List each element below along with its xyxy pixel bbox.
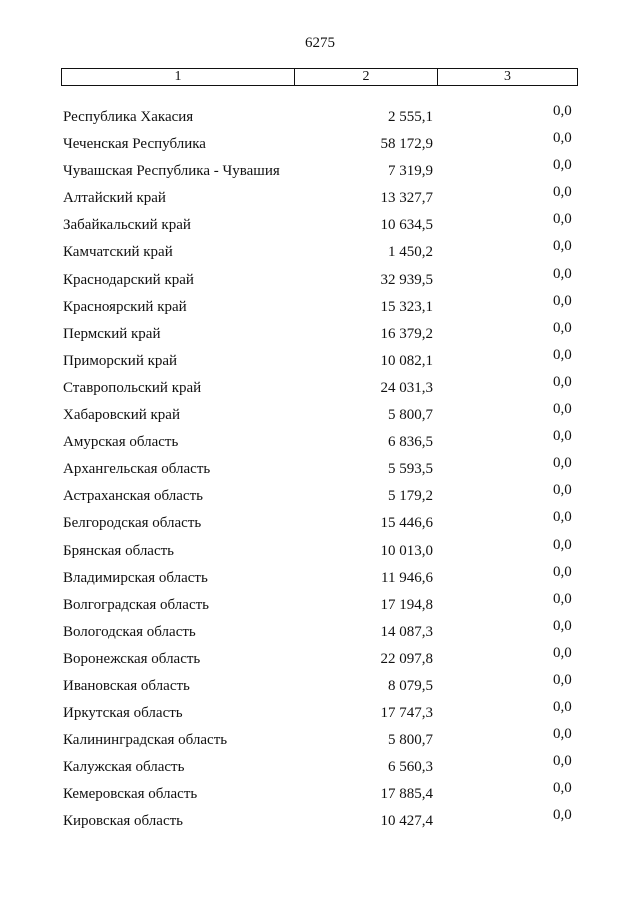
column-3-value: 0,0: [553, 590, 572, 607]
table-row: [0, 482, 640, 514]
region-table-body: [0, 103, 640, 840]
amount-value: 58 172,9: [380, 136, 433, 153]
amount-value: 8 079,5: [388, 677, 433, 694]
column-header-2: 2: [295, 69, 438, 85]
amount-value: 17 885,4: [380, 786, 433, 803]
table-row: [0, 238, 640, 270]
region-name: Белгородская область: [63, 515, 202, 532]
column-3-value: 0,0: [553, 319, 572, 336]
amount-value: 10 082,1: [380, 352, 433, 369]
amount-value: 15 446,6: [380, 515, 433, 532]
column-3-value: 0,0: [553, 211, 572, 228]
column-3-value: 0,0: [553, 482, 572, 499]
page-number: 6275: [305, 35, 335, 51]
region-name: Ставропольский край: [63, 379, 202, 396]
table-row: [0, 671, 640, 704]
region-name: Кемеровская область: [63, 786, 198, 803]
column-3-value: 0,0: [553, 563, 572, 580]
amount-value: 14 087,3: [380, 623, 433, 640]
table-row: [0, 211, 640, 243]
column-3-value: 0,0: [553, 699, 572, 716]
table-row: [0, 184, 640, 216]
amount-value: 24 031,3: [380, 379, 433, 396]
column-3-value: 0,0: [553, 238, 572, 255]
amount-value: 6 836,5: [388, 434, 433, 451]
table-row: [0, 157, 640, 189]
region-name: Хабаровский край: [63, 407, 180, 424]
amount-value: 10 013,0: [380, 542, 433, 559]
table-row: [0, 807, 640, 839]
table-row: [0, 319, 640, 352]
column-header-1: 1: [62, 69, 295, 85]
column-3-value: 0,0: [553, 671, 572, 688]
region-name: Республика Хакасия: [63, 109, 194, 125]
table-row: [0, 346, 640, 379]
amount-value: 11 946,6: [381, 569, 433, 586]
region-name: Чеченская Республика: [63, 136, 206, 153]
region-name: Воронежская область: [63, 650, 201, 667]
table-row: [0, 401, 640, 433]
region-name: Архангельская область: [63, 461, 211, 478]
column-3-value: 0,0: [553, 780, 572, 797]
amount-value: 5 593,5: [388, 461, 433, 478]
region-name: Ивановская область: [63, 677, 190, 694]
column-3-value: 0,0: [553, 292, 572, 309]
region-name: Чувашская Республика - Чувашия: [63, 163, 280, 180]
column-header-3: 3: [504, 69, 511, 84]
table-row: [0, 590, 640, 623]
column-3-value: 0,0: [553, 373, 572, 390]
amount-value: 16 379,2: [380, 325, 433, 342]
column-3-value: 0,0: [553, 509, 572, 526]
amount-value: 17 194,8: [380, 596, 433, 613]
table-row: [0, 292, 640, 325]
column-3-value: 0,0: [553, 753, 572, 770]
table-row: [0, 103, 640, 135]
amount-value: 6 560,3: [388, 759, 433, 776]
region-name: Брянская область: [63, 542, 175, 559]
region-name: Вологодская область: [63, 623, 196, 640]
region-name: Приморский край: [63, 352, 178, 369]
table-row: [0, 699, 640, 731]
column-header-table: [61, 68, 578, 86]
region-name: Алтайский край: [63, 190, 166, 207]
table-row: [0, 265, 640, 298]
table-row: [0, 780, 640, 812]
region-name: Калужская область: [63, 759, 185, 776]
amount-value: 7 319,9: [388, 163, 433, 180]
column-3-value: 0,0: [553, 184, 572, 201]
table-row: [0, 726, 640, 758]
column-3-value: 0,0: [553, 346, 572, 363]
table-row: [0, 130, 640, 162]
column-3-value: 0,0: [553, 401, 572, 418]
table-row: [0, 536, 640, 569]
region-name: Амурская область: [63, 434, 179, 451]
amount-value: 32 939,5: [380, 271, 433, 288]
column-3-value: 0,0: [553, 807, 572, 824]
region-name: Владимирская область: [63, 569, 208, 586]
column-3-value: 0,0: [553, 617, 572, 634]
amount-value: 5 800,7: [388, 407, 433, 424]
amount-value: 2 555,1: [388, 109, 433, 125]
column-3-value: 0,0: [553, 157, 572, 174]
column-3-value: 0,0: [553, 265, 572, 282]
table-row: [0, 428, 640, 460]
table-row: [0, 753, 640, 785]
region-name: Красноярский край: [63, 298, 187, 315]
region-name: Краснодарский край: [63, 271, 194, 288]
table-row: [0, 644, 640, 677]
column-3-value: 0,0: [553, 428, 572, 445]
amount-value: 1 450,2: [388, 244, 433, 261]
column-3-value: 0,0: [553, 644, 572, 661]
column-3-value: 0,0: [553, 103, 572, 119]
amount-value: 5 179,2: [388, 488, 433, 505]
region-name: Волгоградская область: [63, 596, 209, 613]
column-3-value: 0,0: [553, 726, 572, 743]
amount-value: 15 323,1: [380, 298, 433, 315]
amount-value: 22 097,8: [380, 650, 433, 667]
region-name: Камчатский край: [63, 244, 173, 261]
column-3-value: 0,0: [553, 536, 572, 553]
table-row: [0, 509, 640, 541]
region-name: Кировская область: [63, 813, 184, 830]
table-row: [0, 455, 640, 487]
region-name: Астраханская область: [63, 488, 203, 505]
region-name: Калининградская область: [63, 732, 228, 749]
amount-value: 17 747,3: [380, 705, 433, 722]
column-3-value: 0,0: [553, 130, 572, 147]
region-name: Пермский край: [63, 325, 161, 342]
table-row: [0, 563, 640, 596]
amount-value: 13 327,7: [380, 190, 433, 207]
region-name: Иркутская область: [63, 705, 183, 722]
amount-value: 10 634,5: [380, 217, 433, 234]
table-row: [0, 373, 640, 406]
amount-value: 10 427,4: [380, 813, 433, 830]
region-name: Забайкальский край: [63, 217, 191, 234]
table-row: [0, 617, 640, 650]
column-3-value: 0,0: [553, 455, 572, 472]
amount-value: 5 800,7: [388, 732, 433, 749]
